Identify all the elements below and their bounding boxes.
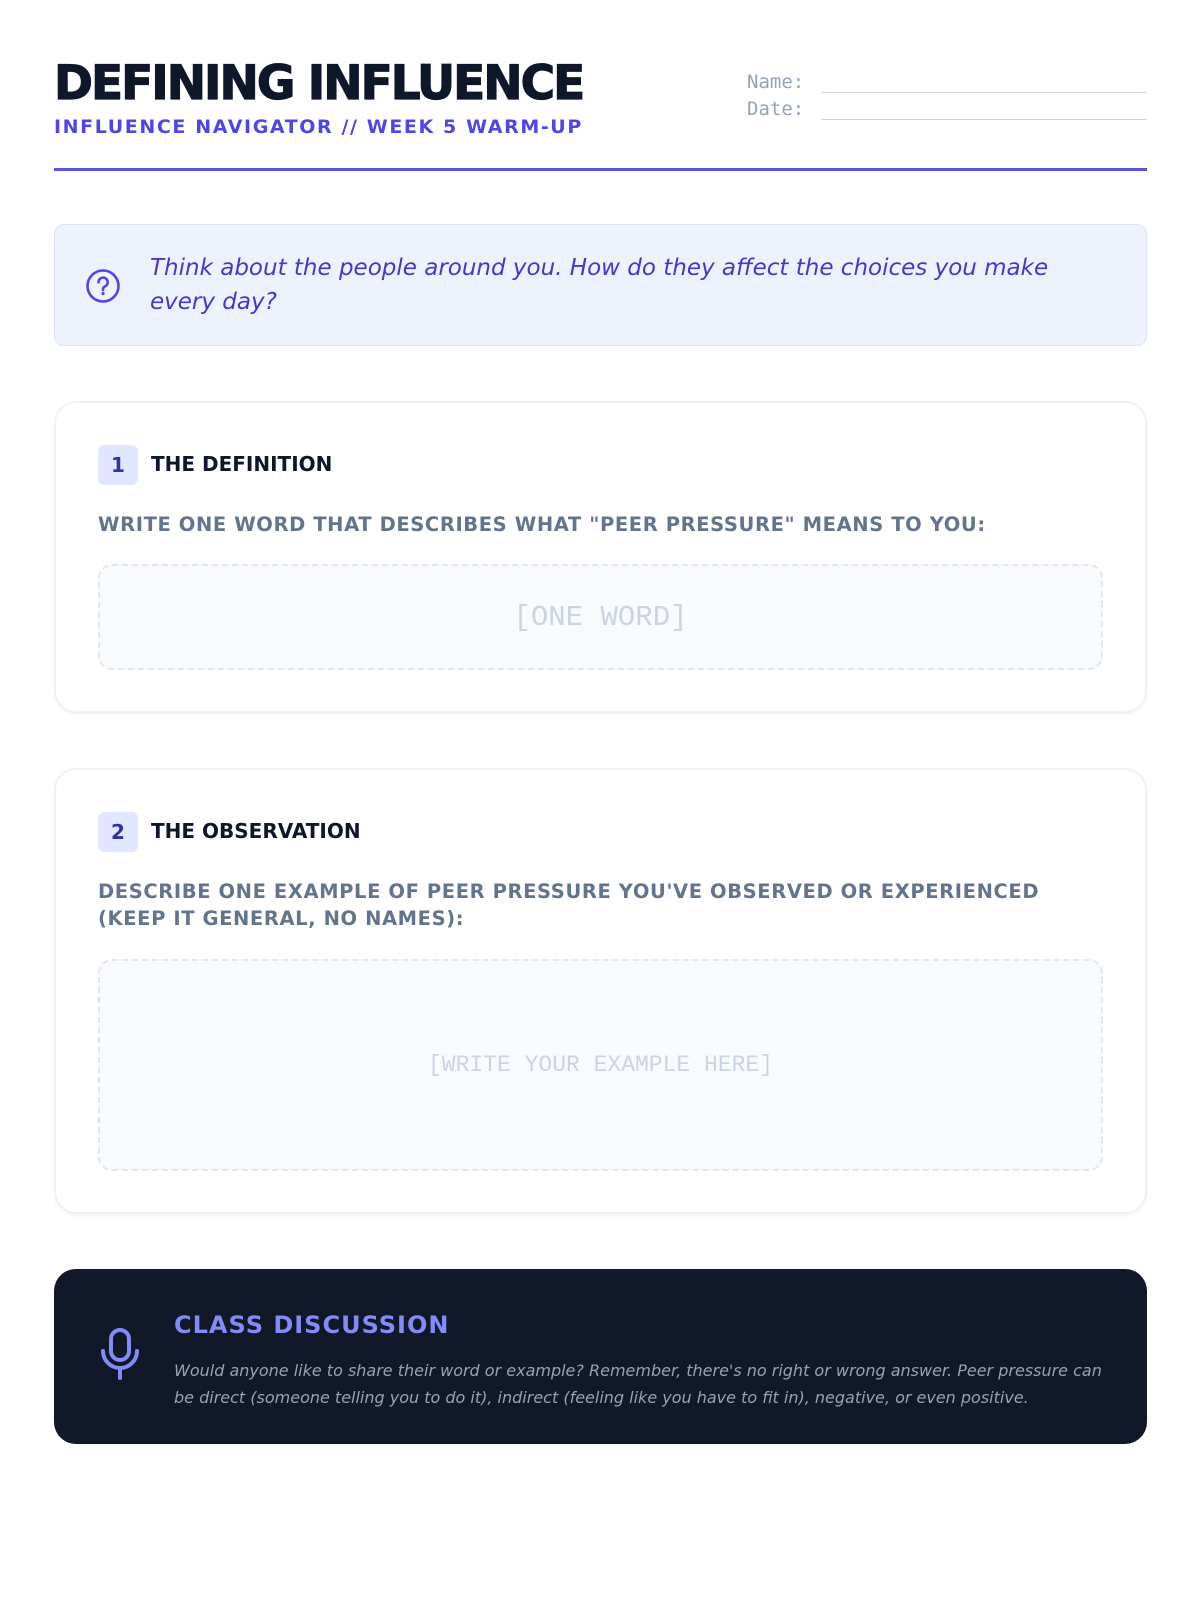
name-field[interactable] <box>821 73 1147 93</box>
section-question: DESCRIBE ONE EXAMPLE OF PEER PRESSURE YOU'VE OBSERVED OR EXPERIENCED (KEEP IT GENERAL, NO NAMES): <box>98 880 1040 930</box>
prompt-text: Think about the people around you. How do they affect the choices you make every day? <box>150 255 1049 315</box>
section-number: 1 <box>98 445 138 485</box>
section-definition <box>54 401 1147 713</box>
date-field[interactable] <box>821 100 1147 120</box>
date-label: Date: <box>747 98 805 120</box>
discussion-title: CLASS DISCUSSION <box>174 1311 450 1339</box>
section-question: WRITE ONE WORD THAT DESCRIBES WHAT "PEER PRESSURE" MEANS TO YOU: <box>98 513 986 536</box>
section-number: 2 <box>98 812 138 852</box>
microphone-icon <box>98 1327 142 1381</box>
date-row <box>747 93 1147 120</box>
example-answer-field[interactable]: [WRITE YOUR EXAMPLE HERE] <box>98 959 1103 1171</box>
warm-up-prompt <box>54 224 1147 346</box>
page-title: DEFINING INFLUENCE <box>54 56 584 111</box>
section-observation <box>54 768 1147 1214</box>
name-label: Name: <box>747 71 805 93</box>
page-subtitle: INFLUENCE NAVIGATOR // WEEK 5 WARM-UP <box>54 116 583 138</box>
section-title: THE DEFINITION <box>151 452 333 476</box>
student-info <box>747 66 1147 120</box>
one-word-answer-field[interactable]: [ONE WORD] <box>98 564 1103 670</box>
name-row <box>747 66 1147 93</box>
worksheet-header <box>54 56 1147 171</box>
class-discussion-panel <box>54 1269 1147 1444</box>
discussion-text: Would anyone like to share their word or example? Remember, there's no right or wrong answer. Peer pressure can be direct (someone telling you to do it), indirect (feeling like you have to fit in), negative, or even positive. <box>174 1361 1102 1407</box>
section-title: THE OBSERVATION <box>151 819 361 843</box>
question-circle-icon <box>85 268 121 304</box>
